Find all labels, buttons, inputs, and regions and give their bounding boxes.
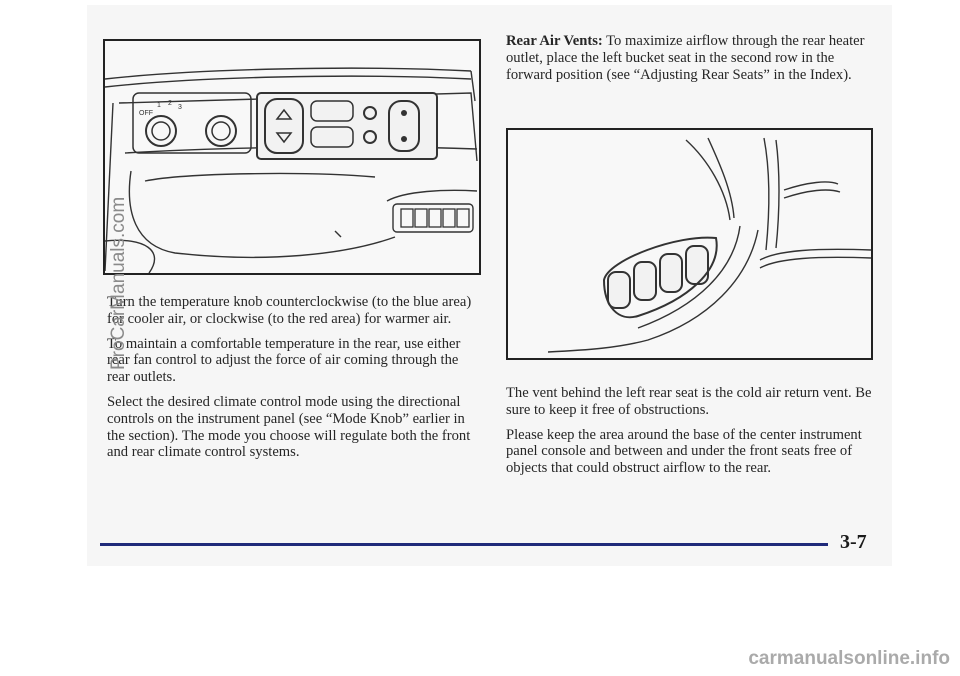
paragraph-rear-fan: To maintain a comfortable temperature in the rear, use either rear fan control to adjust the force of air coming through the rear outlets. [107, 335, 461, 386]
paragraph-temperature-knob: Turn the temperature knob counterclockwise (to the blue area) for cooler air, or clockwise (to the red area) for warmer air. [107, 294, 472, 327]
paragraph-keep-area-clear: Please keep the area around the base of the center instrument panel console and between and under the front seats free of objects that could obstruct airflow to the rear. [506, 426, 862, 477]
right-column-top-text [506, 33, 876, 91]
knob-label-off: OFF [139, 110, 153, 117]
paragraph-rear-air-vents [506, 33, 876, 83]
climate-control-panel-illustration [103, 39, 481, 275]
bottom-watermark: carmanualsonline.info [748, 648, 950, 669]
knob-label-2: 2 [168, 100, 172, 107]
knob-label-3: 3 [178, 104, 182, 111]
rear-air-vents-body: To maximize airflow through the rear heater outlet, place the left bucket seat in the second row in the forward position (see “Adjusting Rear Seats” in the Index). [506, 33, 865, 83]
rear-vent-drawing [508, 130, 871, 358]
rear-air-vent-illustration [506, 128, 873, 360]
heading-rear-air-vents: Rear Air Vents: [506, 33, 603, 49]
paragraph-mode-control: Select the desired climate control mode using the directional controls on the instrument panel (see “Mode Knob” earlier in the section). The mode you choose will regulate both the front and rear climate control systems. [107, 393, 471, 461]
side-watermark: ProCarManuals.com [108, 196, 129, 370]
paragraph-cold-air-return: The vent behind the left rear seat is the cold air return vent. Be sure to keep it free of obstructions. [506, 385, 872, 418]
page-number: 3-7 [840, 531, 867, 553]
knob-label-1: 1 [157, 102, 161, 109]
left-column-text [107, 294, 479, 469]
climate-panel-drawing [105, 41, 479, 273]
right-column-bottom-text [506, 385, 876, 485]
footer-rule [100, 543, 828, 546]
